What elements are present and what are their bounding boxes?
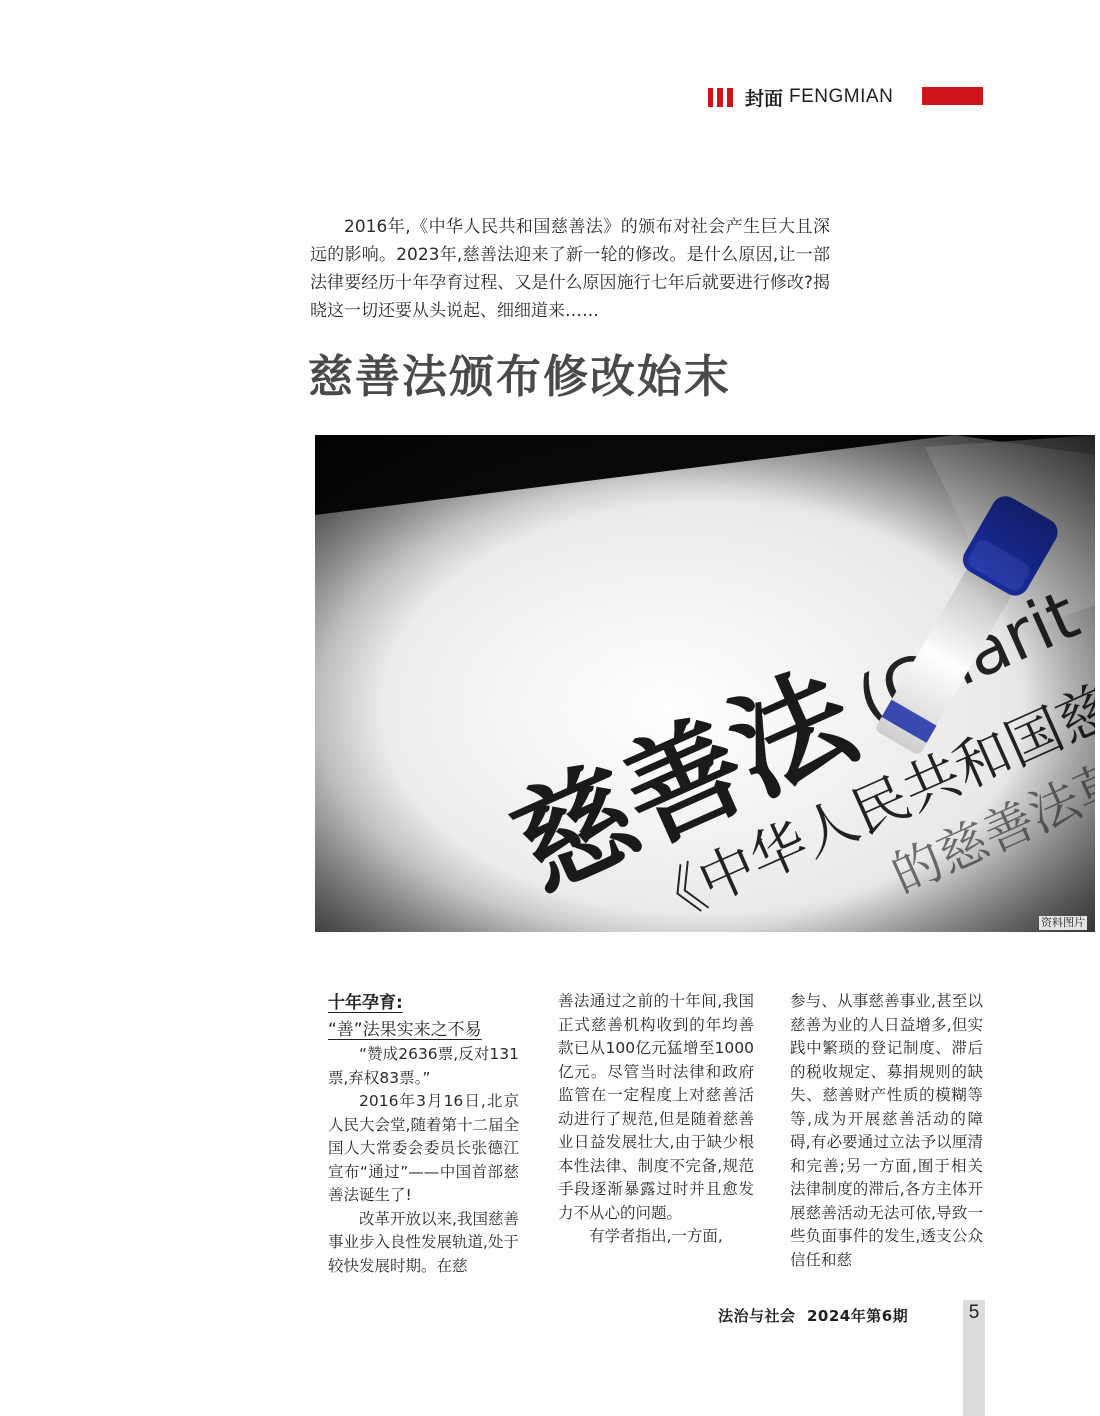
section-accent-bar — [922, 87, 983, 105]
issue-label: 2024年第6期 — [806, 1307, 909, 1325]
section-header — [708, 86, 893, 108]
article-column-2 — [558, 990, 754, 1249]
cover-photo — [315, 435, 1095, 932]
body-paragraph: 参与、从事慈善事业,甚至以慈善为业的人日益增多,但实践中繁琐的登记制度、滞后的税收规定、募捐规则的缺失、慈善财产性质的模糊等等,成为开展慈善活动的障碍,有必要通过立法予以厘清和完善;另一方面,囿于相关法律制度的滞后,各方主体开展慈善活动无法可依,导致一些负面事件的发生,透支公众信任和慈 — [790, 992, 983, 1269]
photo-illustration — [315, 435, 1095, 932]
section-bars-icon — [708, 88, 733, 107]
photo-credit: 资料图片 — [1041, 916, 1085, 929]
section-label-en: FENGMIAN — [789, 86, 894, 107]
magazine-name: 法治与社会 — [718, 1307, 796, 1325]
subhead-line-1: 十年孕育: — [328, 993, 403, 1013]
body-paragraph: 有学者指出,一方面, — [589, 1227, 723, 1245]
section-label-cn: 封面 — [745, 87, 784, 110]
page-number: 5 — [968, 1302, 980, 1323]
footer-info — [718, 1305, 908, 1326]
body-paragraph: “赞成2636票,反对131票,弃权83票。” — [328, 1045, 519, 1087]
article-title: 慈善法颁布修改始末 — [308, 350, 732, 403]
body-paragraph: 2016年3月16日,北京人民大会堂,随着第十二届全国人大常委会委员长张德江宣布“通过”——中国首部慈善法诞生了! — [328, 1092, 519, 1204]
body-paragraph: 善法通过之前的十年间,我国正式慈善机构收到的年均善款已从100亿元猛增至1000亿元。尽管当时法律和政府监管在一定程度上对慈善活动进行了规范,但是随着慈善业日益发展壮大,由于缺少根本性法律、制度不完备,规范手段逐渐暴露过时并且愈发力不从心的问题。 — [558, 992, 754, 1222]
article-column-3 — [790, 990, 983, 1272]
body-paragraph: 改革开放以来,我国慈善事业步入良性发展轨道,处于较快发展时期。在慈 — [328, 1209, 519, 1275]
subhead-line-2: “善”法果实来之不易 — [328, 1020, 482, 1040]
intro-paragraph: 2016年,《中华人民共和国慈善法》的颁布对社会产生巨大且深远的影响。2023年,慈善法迎来了新一轮的修改。是什么原因,让一部法律要经历十年孕育过程、又是什么原因施行七年后就要进行修改?揭晓这一切还要从头说起、细细道来…… — [310, 217, 830, 321]
article-column-1 — [328, 990, 519, 1278]
